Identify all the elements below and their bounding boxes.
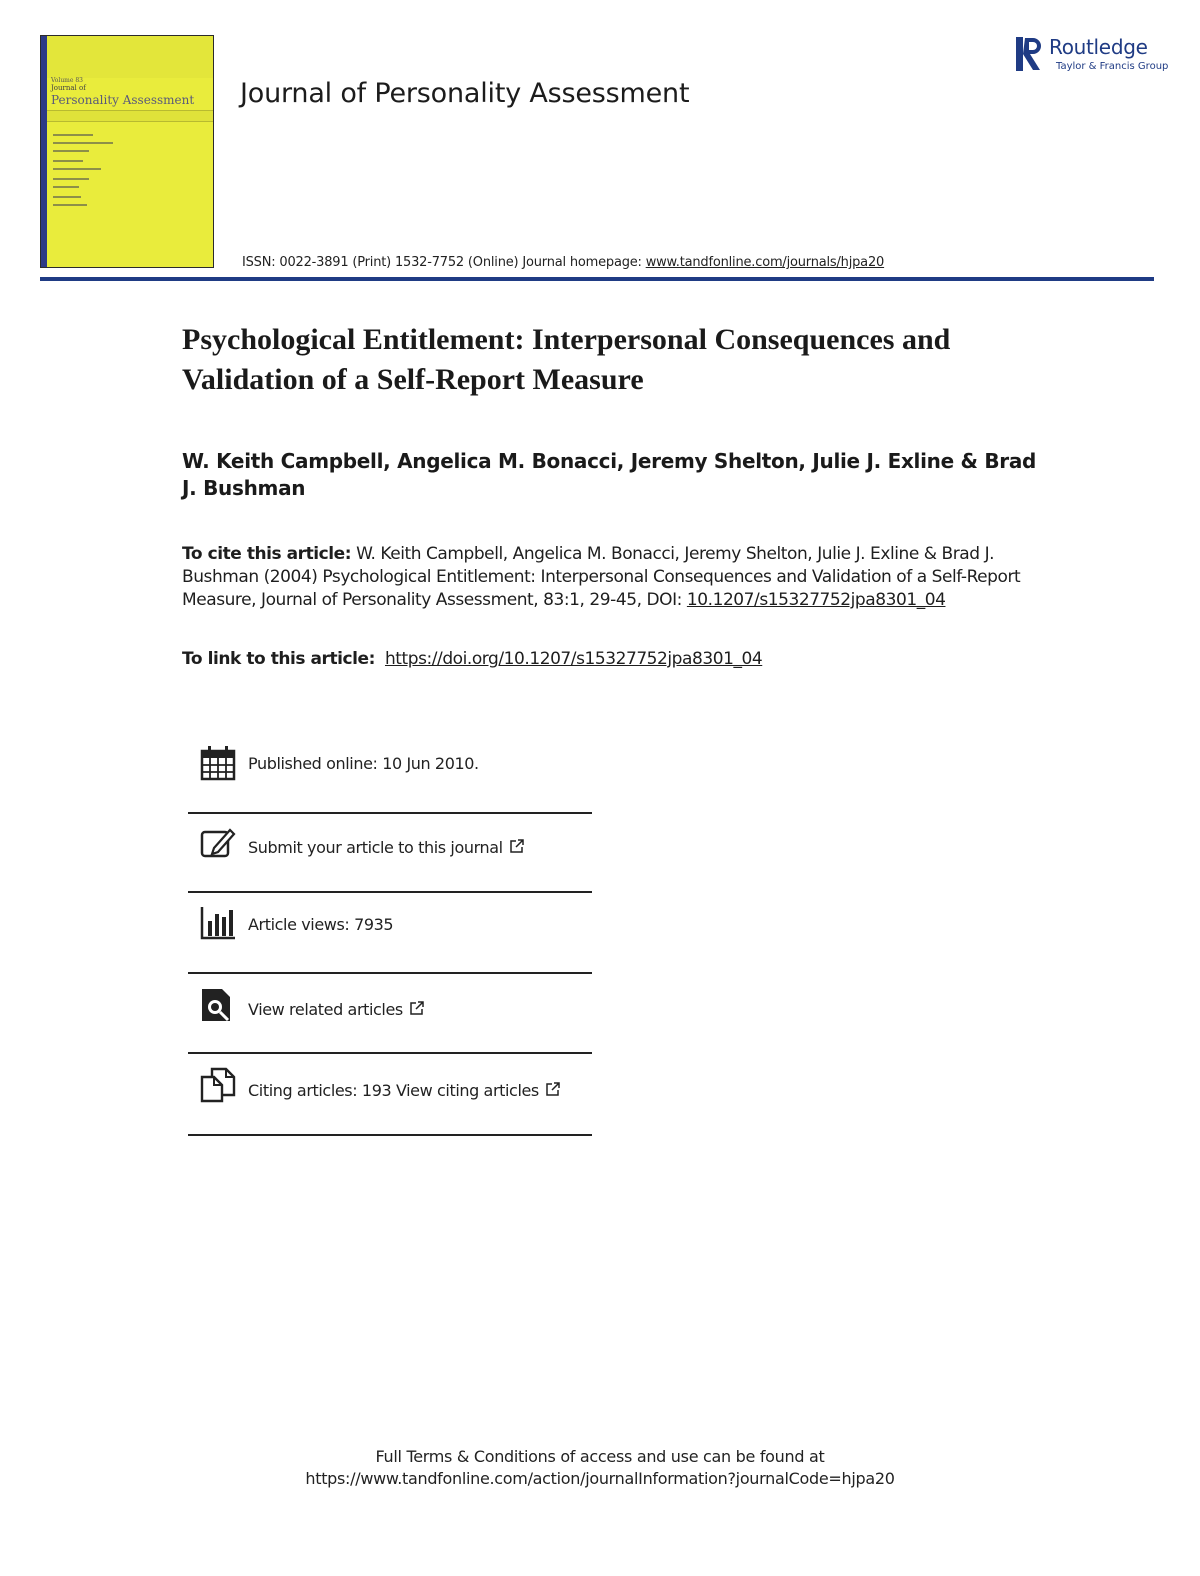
journal-cover-image bbox=[40, 35, 214, 268]
article-url-link[interactable]: https://doi.org/10.1207/s15327752jpa8301_04 bbox=[384, 649, 763, 669]
routledge-logo-icon bbox=[1015, 36, 1045, 72]
citing-documents-icon bbox=[200, 1067, 236, 1103]
submit-row[interactable] bbox=[188, 826, 592, 866]
bar-chart-icon bbox=[200, 905, 236, 941]
submit-article-label: Submit your article to this journal bbox=[248, 838, 503, 857]
calendar-icon bbox=[200, 745, 236, 781]
cite-text: W. Keith Campbell, Angelica M. Bonacci, Jeremy Shelton, Julie J. Exline & Brad J. Bushman (2004) Psychological Entitlement: Interpersonal Consequences and Validation of a Self-Report Measure, Journal of Personality Assessment, 83:1, 29-45, bbox=[182, 544, 1021, 610]
citing-articles-label: Citing articles: 193 View citing articles bbox=[248, 1081, 539, 1100]
published-date: Published online: 10 Jun 2010. bbox=[248, 754, 479, 773]
journal-homepage-link[interactable]: www.tandfonline.com/journals/hjpa20 bbox=[645, 255, 885, 270]
cover-title-small: Journal of bbox=[51, 84, 86, 92]
header-divider bbox=[40, 277, 1154, 281]
terms-url-link[interactable]: https://www.tandfonline.com/action/journalInformation?journalCode=hjpa20 bbox=[305, 1469, 895, 1488]
terms-footer bbox=[0, 1446, 1200, 1490]
article-title: Psychological Entitlement: Interpersonal Consequences and Validation of a Self-Report Measure bbox=[182, 323, 951, 396]
submit-article-link[interactable] bbox=[248, 838, 525, 857]
citation-block bbox=[182, 543, 1027, 612]
link-label: To link to this article: bbox=[182, 649, 375, 669]
article-views: Article views: 7935 bbox=[248, 915, 394, 934]
related-articles-link[interactable] bbox=[248, 1000, 425, 1019]
doi-link[interactable]: 10.1207/s15327752jpa8301_04 bbox=[686, 590, 946, 610]
info-divider bbox=[188, 972, 592, 974]
issn-text: ISSN: 0022-3891 (Print) 1532-7752 (Online) Journal homepage: bbox=[242, 255, 646, 270]
external-link-icon bbox=[545, 1081, 561, 1097]
publisher-tagline: Taylor & Francis Group bbox=[1056, 61, 1169, 72]
info-divider bbox=[188, 1052, 592, 1054]
citing-articles-link[interactable] bbox=[248, 1081, 561, 1100]
info-divider bbox=[188, 1134, 592, 1136]
article-authors: W. Keith Campbell, Angelica M. Bonacci, Jeremy Shelton, Julie J. Exline & Brad J. Bushman bbox=[182, 449, 1037, 500]
info-divider bbox=[188, 891, 592, 893]
info-divider bbox=[188, 812, 592, 814]
issn-line bbox=[242, 255, 884, 270]
published-row bbox=[188, 745, 592, 785]
document-search-icon bbox=[200, 987, 236, 1023]
related-row[interactable] bbox=[188, 987, 592, 1027]
terms-text: Full Terms & Conditions of access and use can be found at bbox=[375, 1447, 825, 1466]
external-link-icon bbox=[509, 838, 525, 854]
doi-label: DOI: bbox=[646, 590, 682, 610]
journal-name: Journal of Personality Assessment bbox=[240, 78, 690, 109]
external-link-icon bbox=[409, 1000, 425, 1016]
related-articles-label: View related articles bbox=[248, 1000, 403, 1019]
citing-row[interactable] bbox=[188, 1067, 592, 1107]
views-row bbox=[188, 905, 592, 945]
article-link-line bbox=[182, 648, 1027, 671]
cover-pre-title: Volume 83 bbox=[51, 77, 83, 84]
publisher-name: Routledge bbox=[1049, 35, 1148, 59]
edit-icon bbox=[200, 826, 236, 862]
cite-label: To cite this article: bbox=[182, 544, 352, 564]
cover-title-large: Personality Assessment bbox=[51, 93, 195, 107]
